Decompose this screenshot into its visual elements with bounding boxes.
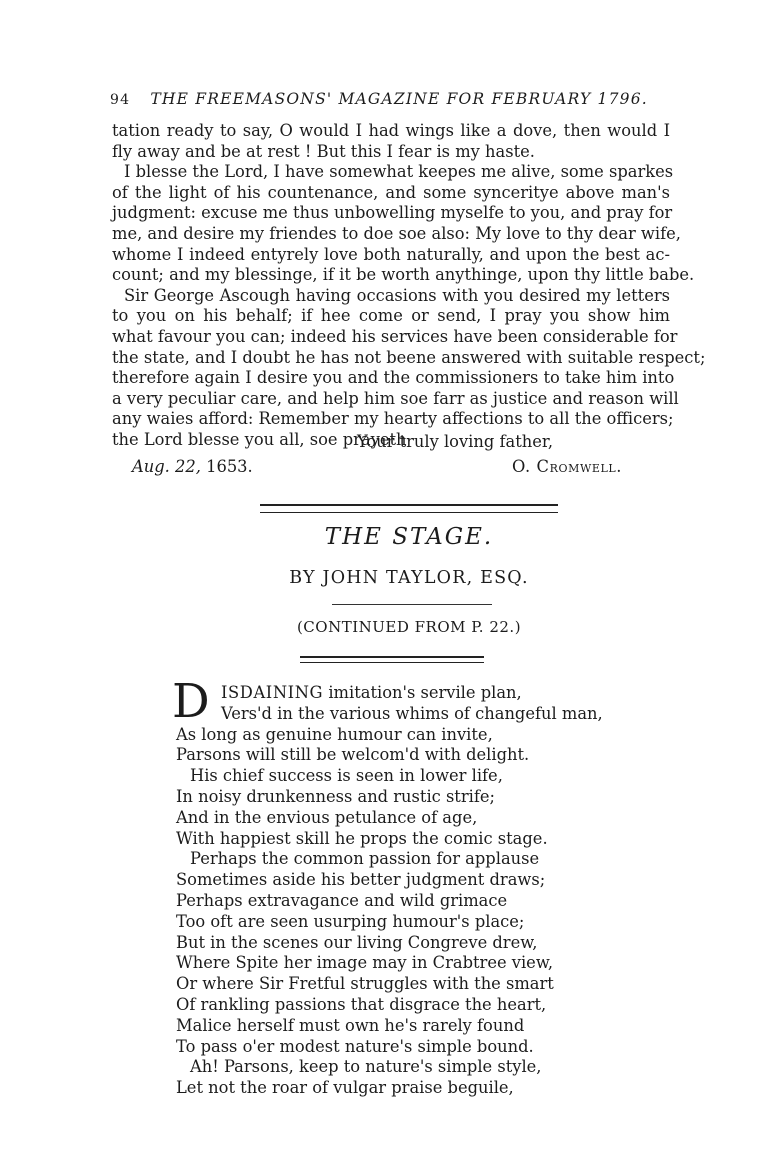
letter-line: a very peculiar care, and help him soe farr as justice and reason will [112, 388, 679, 408]
letter-date-year: 1653. [206, 457, 253, 476]
drop-cap: D [172, 674, 210, 729]
poem-first-line [176, 683, 646, 704]
poem-line: Let not the roar of vulgar praise beguile, [176, 1078, 514, 1098]
letter-closing: Your truly loving father, [357, 432, 554, 451]
poem-line: His chief success is seen in lower life, [190, 766, 503, 786]
poem-line: And in the envious petulance of age, [176, 807, 478, 827]
continued-note: (CONTINUED FROM P. 22.) [296, 618, 522, 636]
letter-line: the Lord blesse you all, soe prayeth [112, 429, 407, 449]
letter-line: therefore again I desire you and the commissioners to take him into [112, 368, 675, 388]
running-title: THE FREEMASONS' MAGAZINE FOR FEBRUARY 1796. [150, 90, 648, 108]
poem-line: In noisy drunkenness and rustic strife; [176, 786, 495, 806]
letter-date [132, 457, 253, 476]
letter-line: any waies afford: Remember my hearty affections to all the officers; [112, 409, 674, 429]
poem-line: Perhaps extravagance and wild grimace [176, 890, 508, 910]
poem-first-line-rest: imitation's servile plan, [323, 683, 522, 702]
letter-signature: O. Cromwell. [512, 457, 623, 476]
poem-body [176, 683, 646, 1099]
poem-line: Malice herself must own he's rarely found [176, 1015, 525, 1035]
cromwell-letter-body [112, 121, 706, 451]
section-divider-top [260, 504, 558, 513]
letter-line: of the light of his countenance, and some synceritye above man's [112, 182, 670, 202]
poem-line: Of rankling passions that disgrace the heart, [176, 994, 547, 1014]
poem-line: Parsons will still be welcom'd with delight. [176, 745, 530, 765]
letter-line: tation ready to say, O would I had wings like a dove, then would I [112, 121, 670, 140]
poem-line: Ah! Parsons, keep to nature's simple style, [190, 1057, 542, 1077]
poem-line: Or where Sir Fretful struggles with the smart [176, 974, 554, 994]
article-byline: BY JOHN TAYLOR, ESQ. [289, 568, 529, 588]
poem-line: Sometimes aside his better judgment draws; [176, 870, 546, 890]
poem-line: As long as genuine humour can invite, [176, 724, 493, 744]
poem-line: Vers'd in the various whims of changeful man, [221, 703, 603, 723]
letter-line: to you on his behalf; if hee come or send, I pray you show him [112, 306, 670, 326]
letter-line: the state, and I doubt he has not beene answered with suitable respect; [112, 347, 706, 367]
poem-line: To pass o'er modest nature's simple bound. [176, 1036, 534, 1056]
letter-date-month: Aug. 22, [132, 457, 201, 476]
letter-line: count; and my blessinge, if it be worth anythinge, upon thy little babe. [112, 265, 695, 285]
poem-line: With happiest skill he props the comic stage. [176, 828, 548, 848]
letter-line: judgment: excuse me thus unbowelling myselfe to you, and pray for [112, 203, 673, 223]
letter-line: me, and desire my friendes to doe soe also: My love to thy dear wife, [112, 223, 681, 243]
poem-line: But in the scenes our living Congreve drew, [176, 932, 538, 952]
letter-line: what favour you can; indeed his services have been considerable for [112, 326, 678, 346]
section-divider-bottom [300, 656, 484, 663]
byline-rule [332, 604, 492, 605]
letter-line: Sir George Ascough having occasions with you desired my letters [124, 285, 670, 305]
running-header [110, 90, 670, 108]
poem-first-word: ISDAINING [221, 683, 324, 702]
poem-line: Too oft are seen usurping humour's place; [176, 911, 525, 931]
letter-line: fly away and be at rest ! But this I fear is my haste. [112, 141, 535, 161]
letter-line: I blesse the Lord, I have somewhat keepes me alive, some sparkes [124, 162, 674, 182]
article-title: THE STAGE. [324, 524, 494, 550]
page-number: 94 [110, 92, 131, 108]
poem-line: Where Spite her image may in Crabtree view, [176, 953, 553, 973]
letter-line: whome I indeed entyrely love both naturally, and upon the best ac- [112, 244, 670, 264]
poem-line: Perhaps the common passion for applause [190, 849, 540, 869]
